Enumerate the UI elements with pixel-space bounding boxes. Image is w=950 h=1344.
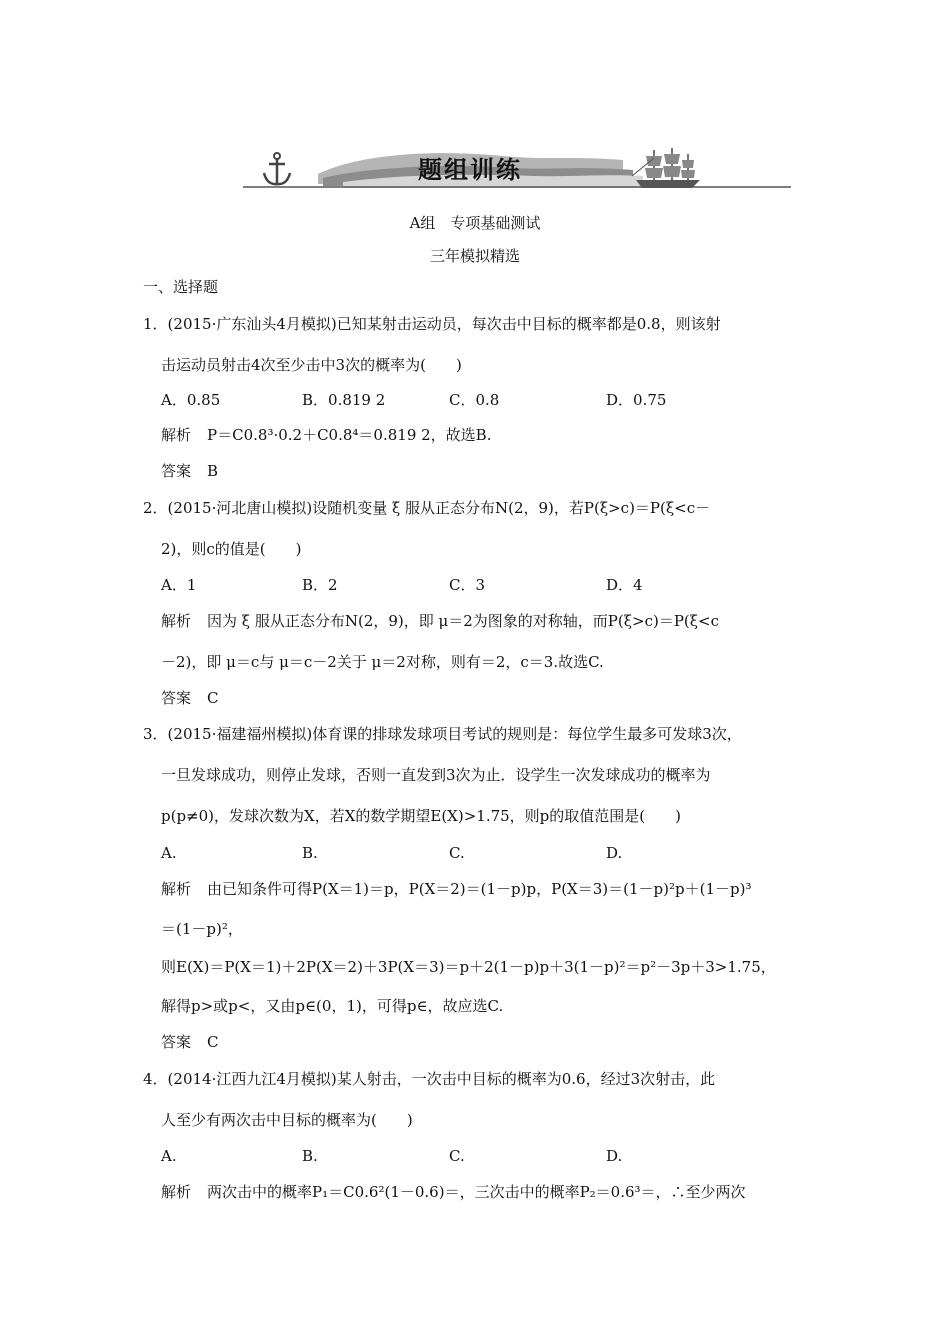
answer-value: B <box>207 462 219 480</box>
answer-label: 答案 <box>161 1033 192 1051</box>
question-text: 4．(2014·江西九江4月模拟)某人射击，一次击中目标的概率为0.6，经过3次射击，此 <box>143 1070 716 1088</box>
option-a: A．1 <box>161 576 197 594</box>
option-c: C．0.8 <box>449 391 500 409</box>
solution-text: 解得p>或p<，又由p∈(0，1)，可得p∈，故应选C. <box>161 997 504 1015</box>
option-b: B．0.819 2 <box>302 391 386 409</box>
option-d: D. <box>606 844 623 862</box>
option-c: C．3 <box>449 576 486 594</box>
answer-value: C <box>207 1033 219 1051</box>
section-title: 一、选择题 <box>143 278 219 296</box>
answer-value: C <box>207 689 219 707</box>
solution-line <box>161 879 751 899</box>
answer-line <box>161 688 219 708</box>
solution-text: 则E(X)＝P(X＝1)＋2P(X＝2)＋3P(X＝3)＝p＋2(1－p)p＋3(1－p)²＝p²－3p＋3>1.75， <box>161 958 776 976</box>
solution-line <box>161 1182 746 1202</box>
answer-line <box>161 461 218 481</box>
sub-heading: 三年模拟精选 <box>429 247 520 265</box>
solution-label: 解析 <box>161 880 192 898</box>
option-b: B. <box>302 1147 318 1165</box>
solution-label: 解析 <box>161 612 192 630</box>
solution-line <box>161 611 719 631</box>
question-text: 2．(2015·河北唐山模拟)设随机变量 ξ 服从正态分布N(2，9)，若P(ξ>c)＝P(ξ<c－ <box>143 499 711 517</box>
solution-text: 两次击中的概率P₁＝C0.6²(1－0.6)＝，三次击中的概率P₂＝0.6³＝，∴至少两次 <box>207 1183 746 1201</box>
solution-text: P＝C0.8³·0.2＋C0.8⁴＝0.819 2，故选B. <box>207 426 492 444</box>
question-text: 2)，则c的值是( ) <box>161 540 302 558</box>
answer-label: 答案 <box>161 462 192 480</box>
question-text: 3．(2015·福建福州模拟)体育课的排球发球项目考试的规则是：每位学生最多可发球3次， <box>143 725 742 743</box>
anchor-icon <box>259 151 295 187</box>
solution-label: 解析 <box>161 426 192 444</box>
solution-text: －2)，即 μ＝c与 μ＝c－2关于 μ＝2对称，则有＝2，c＝3.故选C. <box>161 653 604 671</box>
answer-label: 答案 <box>161 689 192 707</box>
option-d: D. <box>606 1147 623 1165</box>
option-d: D．4 <box>606 576 643 594</box>
solution-text: ＝(1－p)²， <box>161 920 243 938</box>
answer-line <box>161 1032 219 1052</box>
banner-title: 题组训练 <box>418 156 522 184</box>
question-text: 一旦发球成功，则停止发球，否则一直发到3次为止．设学生一次发球成功的概率为 <box>161 766 711 784</box>
option-a: A．0.85 <box>161 391 221 409</box>
solution-text: 因为 ξ 服从正态分布N(2，9)，即 μ＝2为图象的对称轴，而P(ξ>c)＝P(ξ<c <box>207 612 719 630</box>
question-text: 1．(2015·广东汕头4月模拟)已知某射击运动员，每次击中目标的概率都是0.8，则该射 <box>143 315 721 333</box>
option-b: B. <box>302 844 318 862</box>
group-heading: A组 专项基础测试 <box>409 214 541 232</box>
option-a: A. <box>161 1147 177 1165</box>
option-a: A. <box>161 844 177 862</box>
sailing-ship-icon <box>628 146 708 190</box>
option-b: B．2 <box>302 576 338 594</box>
solution-line <box>161 425 491 445</box>
option-c: C. <box>449 1147 465 1165</box>
question-text: 人至少有两次击中目标的概率为( ) <box>161 1111 413 1129</box>
option-c: C. <box>449 844 465 862</box>
question-text: 击运动员射击4次至少击中3次的概率为( ) <box>161 356 462 374</box>
question-text: p(p≠0)，发球次数为X，若X的数学期望E(X)>1.75，则p的取值范围是( ) <box>161 807 681 825</box>
option-d: D．0.75 <box>606 391 667 409</box>
solution-label: 解析 <box>161 1183 192 1201</box>
solution-text: 由已知条件可得P(X＝1)＝p，P(X＝2)＝(1－p)p，P(X＝3)＝(1－p)²p＋(1－p)³ <box>207 880 752 898</box>
